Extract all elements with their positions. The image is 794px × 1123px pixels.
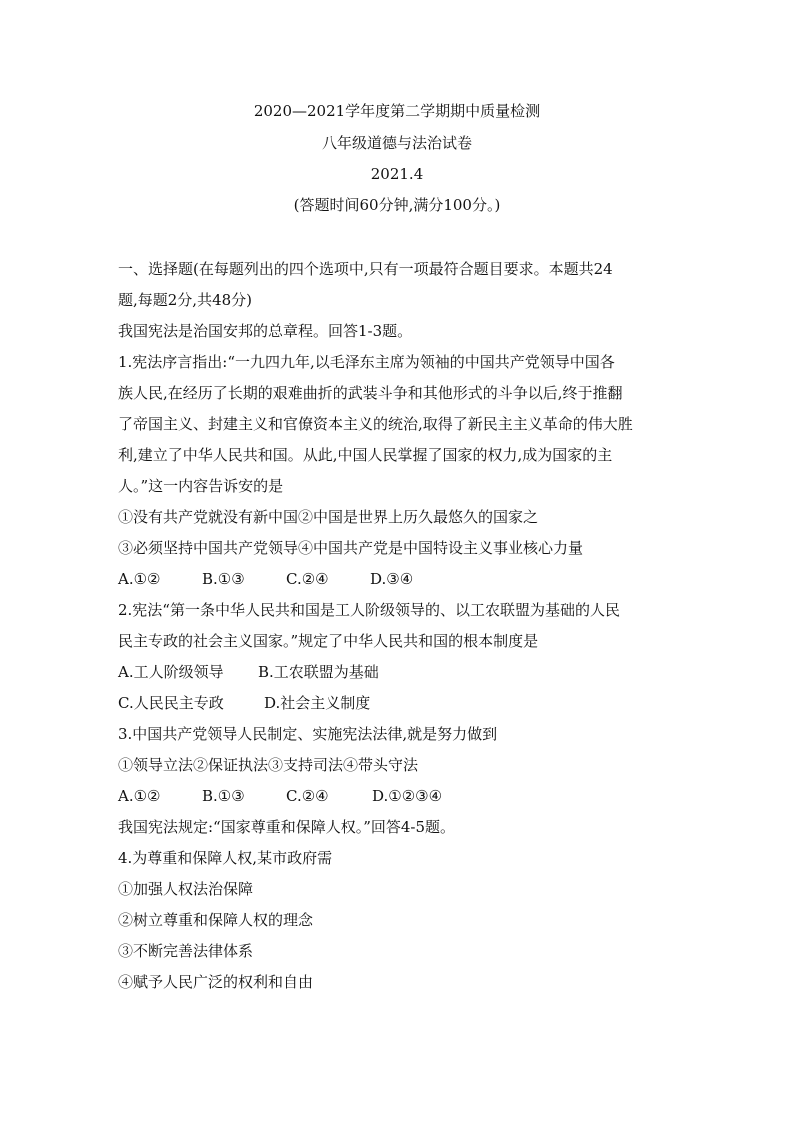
- q1-stem-line4: 利,建立了中华人民共和国。从此,中国人民掌握了国家的权力,成为国家的主: [118, 446, 613, 464]
- exam-note: (答题时间60分钟,满分100分。): [293, 196, 501, 214]
- exam-title: 2020—2021学年度第二学期期中质量检测: [253, 102, 541, 120]
- q2-options-row2: [118, 688, 684, 719]
- q3-option-a: A.①②: [118, 787, 161, 805]
- q2-stem-line2: 民主专政的社会主义国家。”规定了中华人民共和国的根本制度是: [118, 632, 539, 650]
- q2-stem-line1: 2.宪法“第一条中华人民共和国是工人阶级领导的、以工农联盟为基础的人民: [118, 601, 620, 619]
- q1-stem-line3: 了帝国主义、封建主义和官僚资本主义的统治,取得了新民主主义革命的伟大胜: [118, 415, 633, 433]
- q1-items-line2: ③必须坚持中国共产党领导④中国共产党是中国特设主义事业核心力量: [118, 539, 584, 557]
- section-heading-line2: 题,每题2分,共48分): [118, 291, 253, 309]
- q1-items-line1: ①没有共产党就没有新中国②中国是世界上历久最悠久的国家之: [118, 508, 539, 526]
- q1-stem-line2: 族人民,在经历了长期的艰难曲折的武装斗争和其他形式的斗争以后,终于推翻: [118, 384, 623, 402]
- q2-options-row1: [118, 657, 684, 688]
- q2-option-b: B.工农联盟为基础: [258, 663, 379, 681]
- q1-option-a: A.①②: [118, 570, 161, 588]
- group2-intro: 我国宪法规定:“国家尊重和保障人权。”回答4-5题。: [118, 818, 456, 836]
- q3-option-d: D.①②③④: [372, 787, 443, 805]
- q1-option-d: D.③④: [370, 570, 414, 588]
- q1-stem-line5: 人。”这一内容告诉安的是: [118, 477, 284, 495]
- q3-option-c: C.②④: [286, 787, 329, 805]
- q4-item-2: ②树立尊重和保障人权的理念: [118, 911, 314, 929]
- q3-option-b: B.①③: [202, 787, 245, 805]
- q1-option-c: C.②④: [286, 570, 329, 588]
- q4-item-4: ④赋予人民广泛的权利和自由: [118, 973, 314, 991]
- q4-stem: 4.为尊重和保障人权,某市政府需: [118, 849, 333, 867]
- exam-date: 2021.4: [370, 165, 424, 183]
- q4-item-3: ③不断完善法律体系: [118, 942, 254, 960]
- q1-stem-line1: 1.宪法序言指出:“一九四九年,以毛泽东主席为领袖的中国共产党领导中国各: [118, 353, 615, 371]
- q2-option-d: D.社会主义制度: [264, 694, 371, 712]
- exam-subtitle: 八年级道德与法治试卷: [321, 134, 472, 152]
- q1-options: [118, 564, 684, 595]
- q3-stem: 3.中国共产党领导人民制定、实施宪法法律,就是努力做到: [118, 725, 498, 743]
- q1-option-b: B.①③: [202, 570, 245, 588]
- exam-content: [118, 254, 684, 998]
- group1-intro: 我国宪法是治国安邦的总章程。回答1-3题。: [118, 322, 413, 340]
- q3-options: [118, 781, 684, 812]
- q3-items: ①领导立法②保证执法③支持司法④带头守法: [118, 756, 419, 774]
- q2-option-c: C.人民民主专政: [118, 694, 224, 712]
- q4-item-1: ①加强人权法治保障: [118, 880, 254, 898]
- q2-option-a: A.工人阶级领导: [118, 663, 224, 681]
- section-heading-line1: 一、选择题(在每题列出的四个选项中,只有一项最符合题目要求。本题共24: [118, 260, 613, 278]
